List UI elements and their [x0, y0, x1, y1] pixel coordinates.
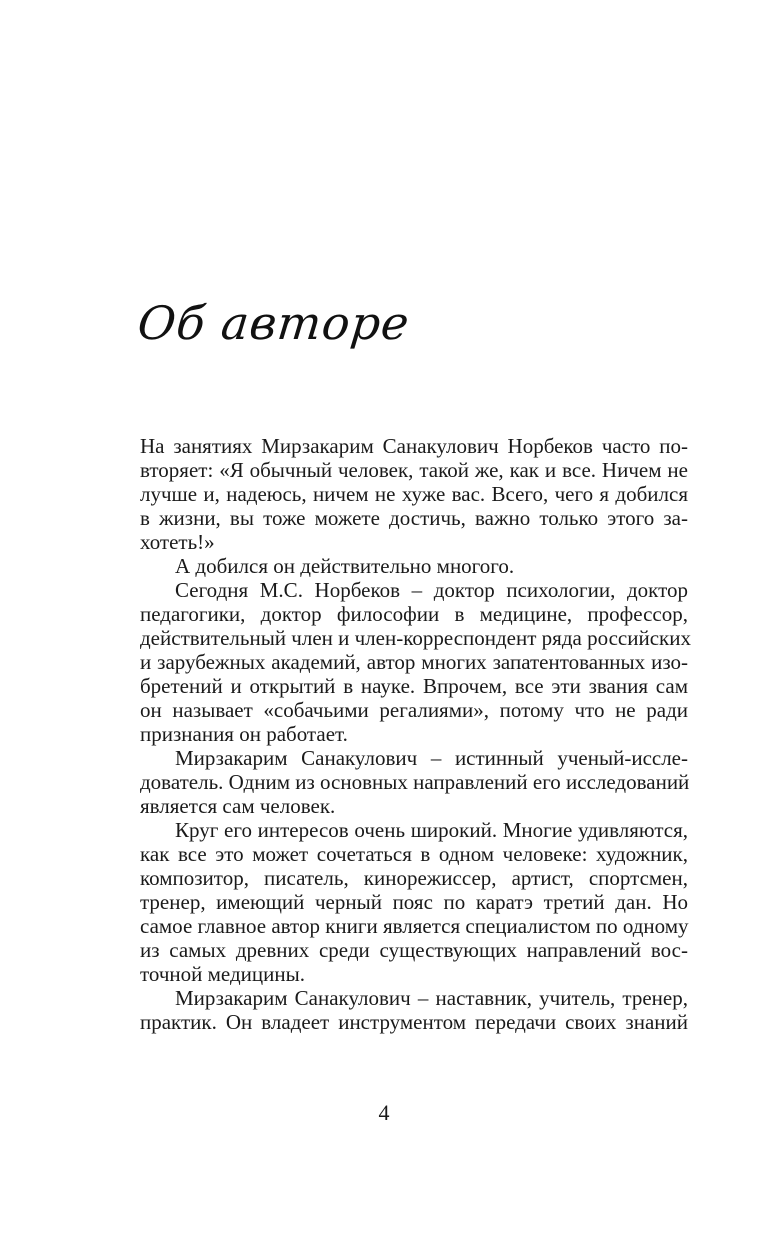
text-line: и зарубежных академий, автор многих запатентованных изо-: [140, 650, 688, 674]
text-line: А добился он действительно многого.: [175, 554, 515, 578]
text-line: практик. Он владеет инструментом передачи своих знаний: [140, 1010, 688, 1034]
body-text: [140, 434, 691, 1034]
page-number: 4: [378, 1100, 390, 1125]
text-line: лучше и, надеюсь, ничем не хуже вас. Всего, чего я добился: [140, 482, 688, 506]
text-line: педагогики, доктор философии в медицине, профессор,: [140, 602, 688, 626]
text-line: Мирзакарим Санакулович – истинный ученый-иссле-: [175, 746, 688, 770]
text-line: Сегодня М.С. Норбеков – доктор психологии, доктор: [175, 578, 688, 602]
text-line: На занятиях Мирзакарим Санакулович Норбеков часто по-: [140, 434, 688, 458]
text-line: является сам человек.: [140, 794, 336, 818]
text-line: тренер, имеющий черный пояс по каратэ третий дан. Но: [140, 890, 688, 914]
text-line: самое главное автор книги является специалистом по одному: [140, 914, 689, 938]
chapter-title: Об авторе: [135, 296, 413, 350]
text-line: точной медицины.: [140, 962, 305, 986]
text-line: Круг его интересов очень широкий. Многие удивляются,: [175, 818, 688, 842]
text-line: бретений и открытий в науке. Впрочем, все эти звания сам: [140, 674, 688, 698]
text-line: Мирзакарим Санакулович – наставник, учитель, тренер,: [175, 986, 688, 1010]
text-line: он называет «собачьими регалиями», потому что не ради: [140, 698, 688, 722]
text-line: дователь. Одним из основных направлений его исследований: [140, 770, 690, 794]
text-line: хотеть!»: [140, 530, 215, 554]
text-line: композитор, писатель, кинорежиссер, артист, спортсмен,: [140, 866, 688, 890]
text-line: как все это может сочетаться в одном человеке: художник,: [140, 842, 688, 866]
text-line: вторяет: «Я обычный человек, такой же, как и все. Ничем не: [140, 458, 688, 482]
text-line: признания он работает.: [140, 722, 348, 746]
text-line: из самых древних среди существующих направлений вос-: [140, 938, 688, 962]
text-line: действительный член и член-корреспондент ряда российских: [140, 626, 691, 650]
text-line: в жизни, вы тоже можете достичь, важно только этого за-: [140, 506, 688, 530]
